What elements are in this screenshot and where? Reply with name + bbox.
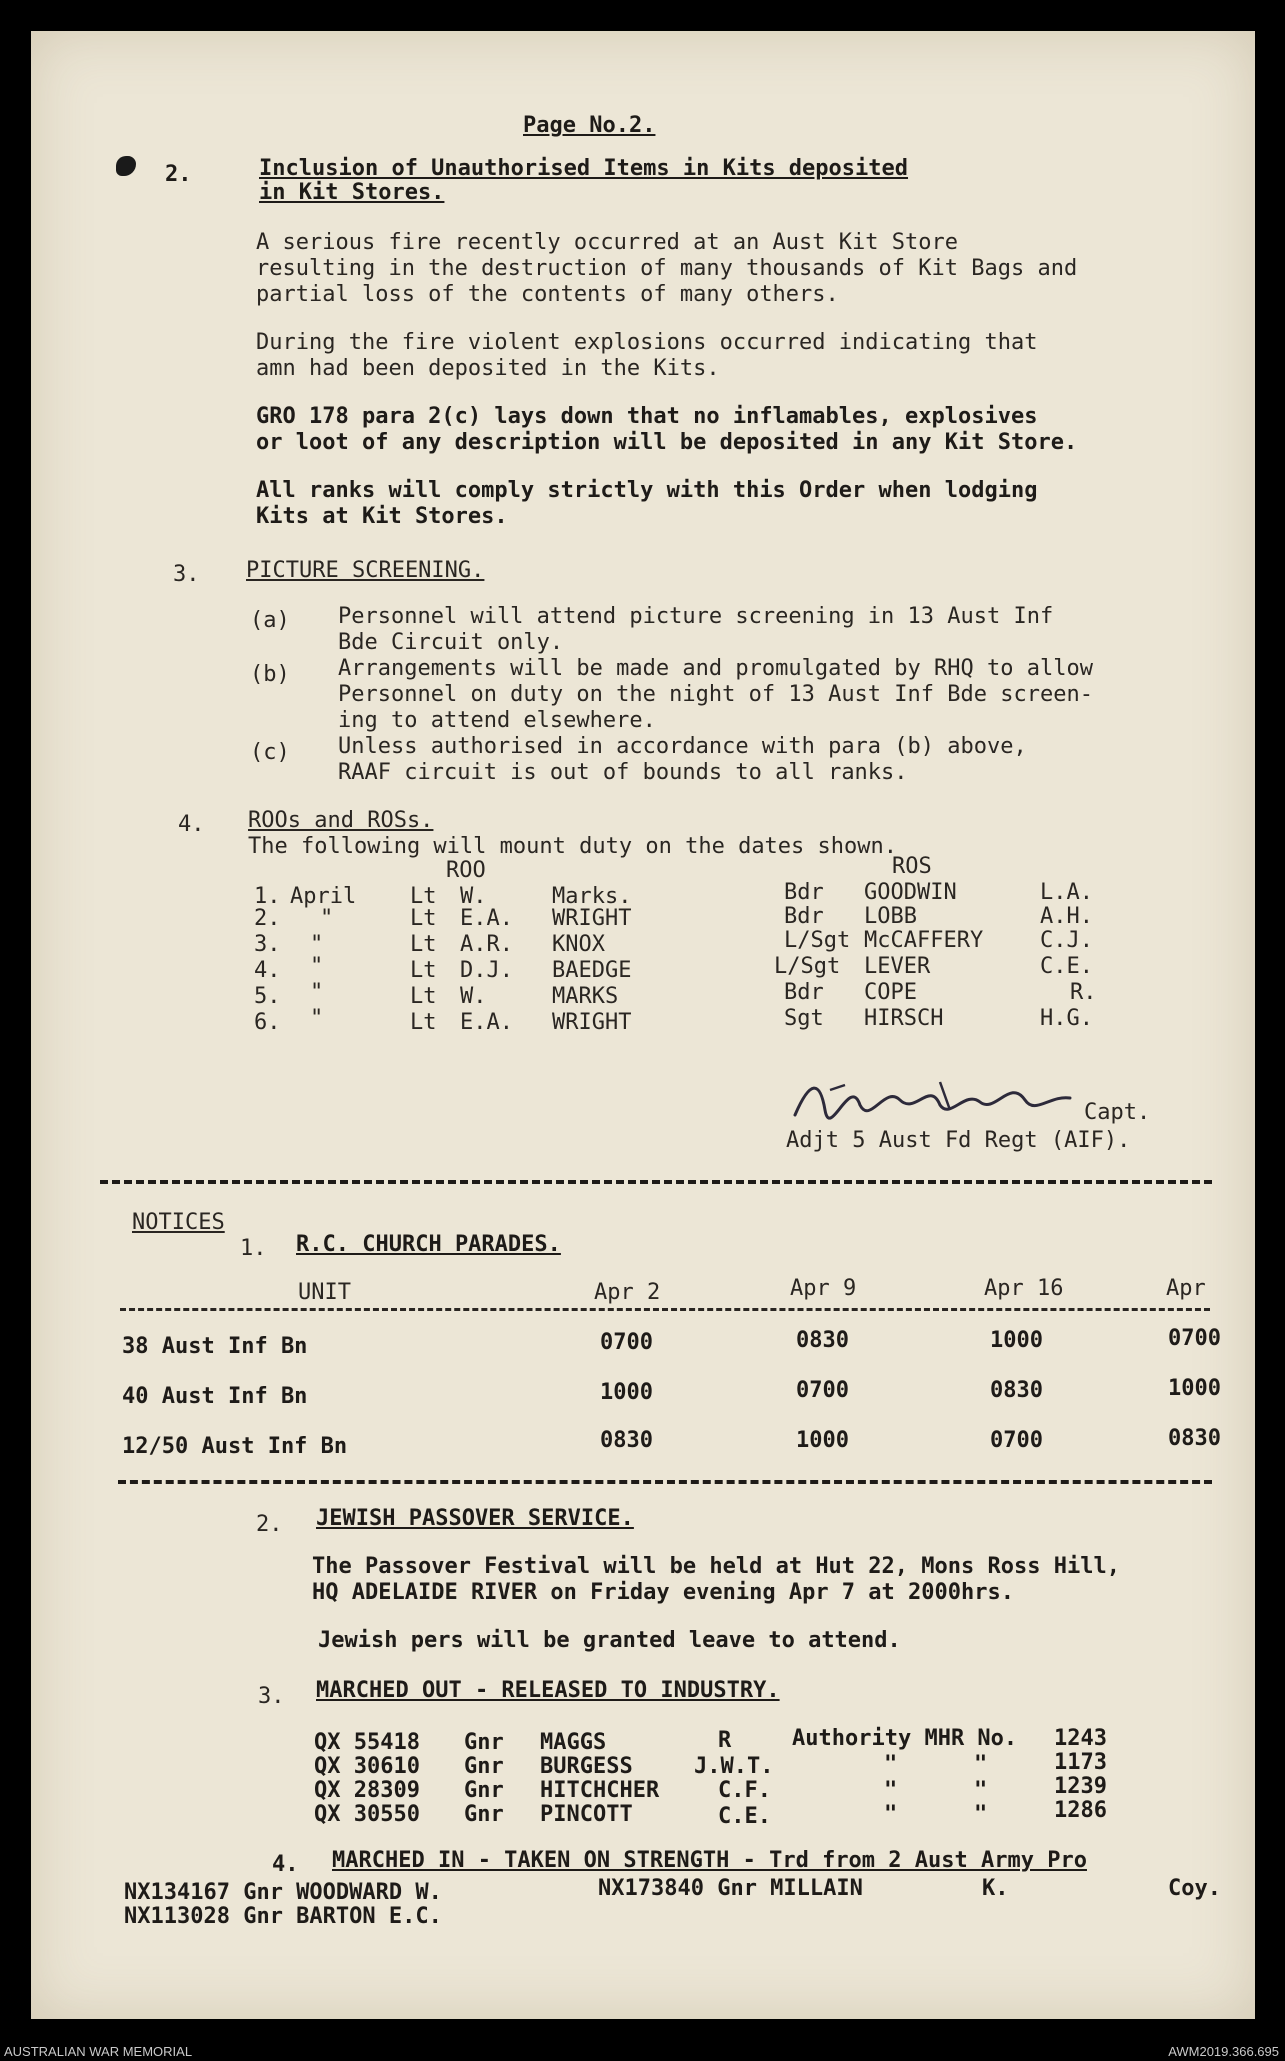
notice-4-title: MARCHED IN - TAKEN ON STRENGTH - Trd from 2 Aust Army Pro (332, 1848, 1087, 1873)
table-header-unit: UNIT (298, 1280, 351, 1305)
table-cell: 1000 (796, 1428, 849, 1453)
roo-initials: E.A. (460, 1010, 513, 1035)
initials: C.F. (718, 1778, 771, 1803)
item-text: Bde Circuit only. (338, 630, 564, 655)
authority-no: 1243 (1054, 1726, 1107, 1751)
section-2-para: GRO 178 para 2(c) lays down that no inflamables, explosives (256, 404, 1038, 429)
notice-1-number: 1. (240, 1236, 267, 1261)
ros-name: LOBB (864, 904, 917, 929)
roster-day: 6. (254, 1010, 281, 1035)
name: PINCOTT (540, 1802, 633, 1827)
authority-no: 1173 (1054, 1750, 1107, 1775)
section-2-para: resulting in the destruction of many thousands of Kit Bags and (256, 256, 1078, 281)
section-2-para: partial loss of the contents of many others. (256, 282, 839, 307)
item-text: Personnel on duty on the night of 13 Aust Inf Bde screen- (338, 682, 1093, 707)
notice-4-number: 4. (272, 1852, 299, 1877)
roo-name: Marks. (552, 884, 632, 909)
item-label: (a) (250, 608, 290, 633)
authority-header: Authority MHR No. (792, 1726, 1018, 1751)
item-label: (b) (250, 662, 290, 687)
ros-initials: C.J. (1040, 928, 1093, 953)
section-3-number: 3. (173, 562, 200, 587)
table-cell: 1000 (990, 1328, 1043, 1353)
notice-4-coy: Coy. (1168, 1876, 1221, 1901)
roo-rank: Lt (410, 906, 437, 931)
item-text: Arrangements will be made and promulgated by RHQ to allow (338, 656, 1093, 681)
section-4-intro: The following will mount duty on the dates shown. (248, 834, 898, 859)
ros-initials: A.H. (1040, 904, 1093, 929)
ros-header: ROS (892, 854, 932, 879)
table-unit: 12/50 Aust Inf Bn (122, 1434, 348, 1459)
service-number: QX 28309 (314, 1778, 420, 1803)
table-unit: 40 Aust Inf Bn (122, 1384, 308, 1409)
roo-initials: E.A. (460, 906, 513, 931)
ditto-mark: " (884, 1778, 898, 1803)
section-2-number: 2. (165, 162, 192, 187)
table-header-col: Apr 16 (984, 1276, 1064, 1301)
roo-name: BAEDGE (552, 958, 632, 983)
roster-month: April (290, 884, 357, 909)
rank: Gnr (464, 1730, 504, 1755)
ros-initials: H.G. (1040, 1006, 1093, 1031)
roo-initials: A.R. (460, 932, 513, 957)
authority-no: 1239 (1054, 1774, 1107, 1799)
table-cell: 0830 (796, 1328, 849, 1353)
section-2-para: During the fire violent explosions occurred indicating that (256, 330, 1038, 355)
ditto-mark: " (974, 1802, 988, 1827)
ros-initials: L.A. (1040, 880, 1093, 905)
page-number: Page No.2. (523, 113, 656, 138)
roo-name: WRIGHT (552, 906, 632, 931)
ros-rank: Bdr (784, 904, 824, 929)
section-2-para: or loot of any description will be deposited in any Kit Store. (256, 430, 1078, 455)
ros-name: GOODWIN (864, 880, 957, 905)
section-2-para: All ranks will comply strictly with this Order when lodging (256, 478, 1038, 503)
section-2-para: Kits at Kit Stores. (256, 504, 508, 529)
footer-source: AUSTRALIAN WAR MEMORIAL (4, 2044, 193, 2059)
roo-name: KNOX (552, 932, 605, 957)
service-number: QX 30550 (314, 1802, 420, 1827)
roo-initials: D.J. (460, 958, 513, 983)
service-number: QX 30610 (314, 1754, 420, 1779)
section-4-title: ROOs and ROSs. (248, 808, 434, 833)
name: BURGESS (540, 1754, 633, 1779)
authority-no: 1286 (1054, 1798, 1107, 1823)
item-text: RAAF circuit is out of bounds to all ranks. (338, 760, 908, 785)
roo-initials: W. (460, 884, 487, 909)
roo-name: WRIGHT (552, 1010, 632, 1035)
roster-day: 3. (254, 932, 281, 957)
roo-header: ROO (446, 858, 486, 883)
table-cell: 0700 (600, 1330, 653, 1355)
handwritten-signature (790, 1070, 1090, 1130)
roster-month: " (320, 906, 334, 931)
initials: J.W.T. (694, 1754, 774, 1779)
ros-name: LEVER (864, 954, 931, 979)
table-cell: 0830 (1168, 1426, 1221, 1451)
signature-rank: Capt. (1084, 1100, 1151, 1125)
roster-day: 5. (254, 984, 281, 1009)
section-3-title: PICTURE SCREENING. (246, 558, 485, 583)
table-cell: 1000 (1168, 1376, 1221, 1401)
section-2-para: amn had been deposited in the Kits. (256, 356, 720, 381)
rank: Gnr (464, 1778, 504, 1803)
ditto-mark: " (884, 1802, 898, 1827)
roster-day: 2. (254, 906, 281, 931)
divider (100, 1180, 1212, 1184)
ros-rank: Bdr (784, 880, 824, 905)
item-label: (c) (250, 740, 290, 765)
roo-rank: Lt (410, 884, 437, 909)
notice-4-entry: NX113028 Gnr BARTON E.C. (124, 1904, 442, 1929)
section-2-title: Inclusion of Unauthorised Items in Kits deposited (259, 156, 909, 181)
roo-rank: Lt (410, 984, 437, 1009)
table-header-rule (120, 1308, 1210, 1311)
table-cell: 0700 (1168, 1326, 1221, 1351)
notice-4-entry: K. (982, 1876, 1009, 1901)
notice-2-text: The Passover Festival will be held at Hut 22, Mons Ross Hill, (312, 1554, 1120, 1579)
ros-name: McCAFFERY (864, 928, 984, 953)
ros-name: COPE (864, 980, 917, 1005)
name: MAGGS (540, 1730, 607, 1755)
notice-3-number: 3. (258, 1684, 285, 1709)
table-cell: 0700 (796, 1378, 849, 1403)
notice-3-title: MARCHED OUT - RELEASED TO INDUSTRY. (316, 1678, 780, 1703)
table-cell: 1000 (600, 1380, 653, 1405)
ros-rank: L/Sgt (784, 928, 851, 953)
roster-month: " (310, 932, 324, 957)
roster-month: " (310, 1006, 324, 1031)
notice-2-text: Jewish pers will be granted leave to attend. (318, 1628, 901, 1653)
item-text: Unless authorised in accordance with para (b) above, (338, 734, 1027, 759)
footer-reference: AWM2019.366.695 (1168, 2044, 1279, 2059)
table-bottom-rule (118, 1480, 1212, 1484)
signature-line: Adjt 5 Aust Fd Regt (AIF). (786, 1128, 1131, 1153)
table-cell: 0830 (990, 1378, 1043, 1403)
item-text: Personnel will attend picture screening in 13 Aust Inf (338, 604, 1054, 629)
table-header-col: Apr 2 (594, 1280, 661, 1305)
ditto-mark: " (974, 1752, 988, 1777)
roster-day: 1. (254, 884, 281, 909)
roo-name: MARKS (552, 984, 619, 1009)
section-2-title-cont: in Kit Stores. (259, 180, 445, 205)
table-header-col: Apr 9 (790, 1276, 857, 1301)
initials: C.E. (718, 1804, 771, 1829)
roo-rank: Lt (410, 1010, 437, 1035)
notice-1-title: R.C. CHURCH PARADES. (296, 1232, 561, 1257)
ditto-mark: " (974, 1778, 988, 1803)
notice-2-title: JEWISH PASSOVER SERVICE. (316, 1506, 634, 1531)
notice-2-number: 2. (256, 1512, 283, 1537)
service-number: QX 55418 (314, 1730, 420, 1755)
roo-rank: Lt (410, 932, 437, 957)
notices-heading: NOTICES (132, 1210, 225, 1235)
roo-initials: W. (460, 984, 487, 1009)
rank: Gnr (464, 1802, 504, 1827)
ros-name: HIRSCH (864, 1006, 944, 1031)
roo-rank: Lt (410, 958, 437, 983)
initials: R (718, 1728, 732, 1753)
notice-4-entry: NX173840 Gnr MILLAIN (598, 1876, 863, 1901)
section-2-para: A serious fire recently occurred at an Aust Kit Store (256, 230, 958, 255)
roster-month: " (310, 980, 324, 1005)
ros-initials: R. (1070, 980, 1097, 1005)
roster-month: " (310, 954, 324, 979)
ditto-mark: " (884, 1752, 898, 1777)
rank: Gnr (464, 1754, 504, 1779)
table-unit: 38 Aust Inf Bn (122, 1334, 308, 1359)
notice-4-entry: NX134167 Gnr WOODWARD W. (124, 1880, 442, 1905)
ros-rank: Sgt (784, 1006, 824, 1031)
table-header-col: Apr (1166, 1276, 1206, 1301)
section-4-number: 4. (178, 812, 205, 837)
ros-rank: L/Sgt (774, 954, 841, 979)
item-text: ing to attend elsewhere. (338, 708, 656, 733)
table-cell: 0700 (990, 1428, 1043, 1453)
ros-rank: Bdr (784, 980, 824, 1005)
notice-2-text: HQ ADELAIDE RIVER on Friday evening Apr 7 at 2000hrs. (312, 1580, 1014, 1605)
name: HITCHCHER (540, 1778, 660, 1803)
roster-day: 4. (254, 958, 281, 983)
ros-initials: C.E. (1040, 954, 1093, 979)
table-cell: 0830 (600, 1428, 653, 1453)
